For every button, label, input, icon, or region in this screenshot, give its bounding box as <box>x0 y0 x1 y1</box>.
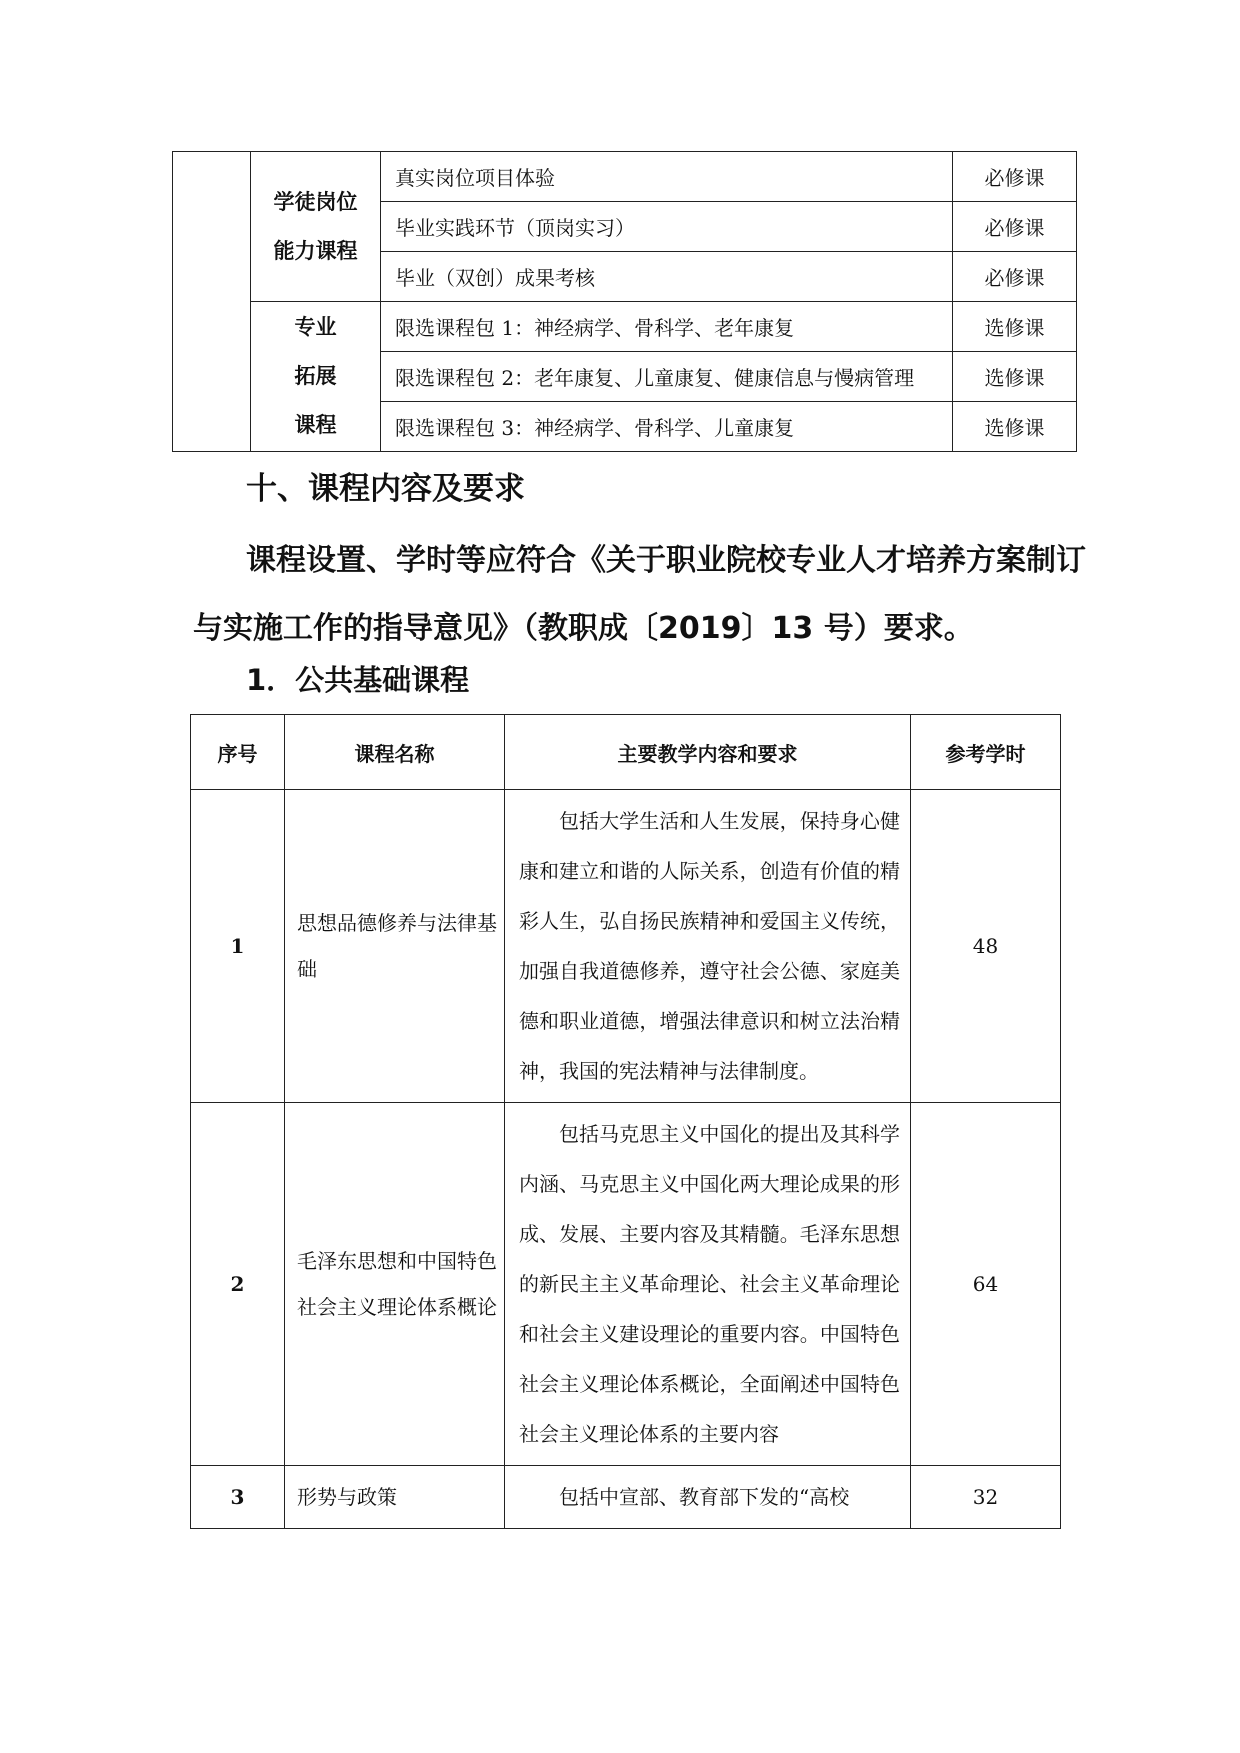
course-type: 选修课 <box>953 302 1077 352</box>
course-hours: 32 <box>911 1466 1061 1529</box>
row-number: 1 <box>191 790 285 1103</box>
column-header: 序号 <box>191 715 285 790</box>
course-content: 包括大学生活和人生发展，保持身心健康和建立和谐的人际关系，创造有价值的精彩人生，弘自扬民族精神和爱国主义传统，加强自我道德修养，遵守社会公德、家庭美德和职业道德，增强法律意识和树立法治精神，我国的宪法精神与法律制度。 <box>505 790 911 1103</box>
course-hours: 64 <box>911 1103 1061 1466</box>
table-row <box>191 790 1061 1103</box>
group-label: 学徒岗位 能力课程 <box>251 152 381 302</box>
course-type: 选修课 <box>953 352 1077 402</box>
column-header: 课程名称 <box>285 715 505 790</box>
course-category-table <box>172 151 1077 452</box>
row-number: 2 <box>191 1103 285 1466</box>
course-name: 真实岗位项目体验 <box>381 152 953 202</box>
intro-line: 与实施工作的指导意见》（教职成〔2019〕13 号）要求。 <box>193 611 974 646</box>
table-row <box>191 1103 1061 1466</box>
section-heading: 十、课程内容及要求 <box>246 471 525 507</box>
subsection-heading: 1．公共基础课程 <box>246 663 470 697</box>
intro-paragraph <box>193 527 1086 663</box>
course-name: 毕业（双创）成果考核 <box>381 252 953 302</box>
course-hours: 48 <box>911 790 1061 1103</box>
course-name: 限选课程包 2：老年康复、儿童康复、健康信息与慢病管理 <box>381 352 953 402</box>
course-name: 形势与政策 <box>285 1466 505 1529</box>
column-header: 参考学时 <box>911 715 1061 790</box>
course-name: 毕业实践环节（顶岗实习） <box>381 202 953 252</box>
course-name: 思想品德修养与法律基础 <box>285 790 505 1103</box>
row-number: 3 <box>191 1466 285 1529</box>
course-content: 包括马克思主义中国化的提出及其科学内涵、马克思主义中国化两大理论成果的形成、发展、主要内容及其精髓。毛泽东思想的新民主主义革命理论、社会主义革命理论和社会主义建设理论的重要内容。中国特色社会主义理论体系概论，全面阐述中国特色社会主义理论体系的主要内容 <box>505 1103 911 1466</box>
course-type: 选修课 <box>953 402 1077 452</box>
course-content: 包括中宣部、教育部下发的“高校 <box>505 1466 911 1529</box>
group-label: 专业 拓展 课程 <box>251 302 381 452</box>
table-row <box>173 152 1077 202</box>
course-type: 必修课 <box>953 202 1077 252</box>
table-header-row <box>191 715 1061 790</box>
table-row <box>191 1466 1061 1529</box>
course-name: 毛泽东思想和中国特色社会主义理论体系概论 <box>285 1103 505 1466</box>
intro-line: 课程设置、学时等应符合《关于职业院校专业人才培养方案制订 <box>246 543 1086 578</box>
course-type: 必修课 <box>953 152 1077 202</box>
course-type: 必修课 <box>953 252 1077 302</box>
course-name: 限选课程包 1：神经病学、骨科学、老年康复 <box>381 302 953 352</box>
column-header: 主要教学内容和要求 <box>505 715 911 790</box>
empty-category-cell <box>173 152 251 452</box>
course-name: 限选课程包 3：神经病学、骨科学、儿童康复 <box>381 402 953 452</box>
public-course-table <box>190 714 1061 1529</box>
table-row <box>173 302 1077 352</box>
